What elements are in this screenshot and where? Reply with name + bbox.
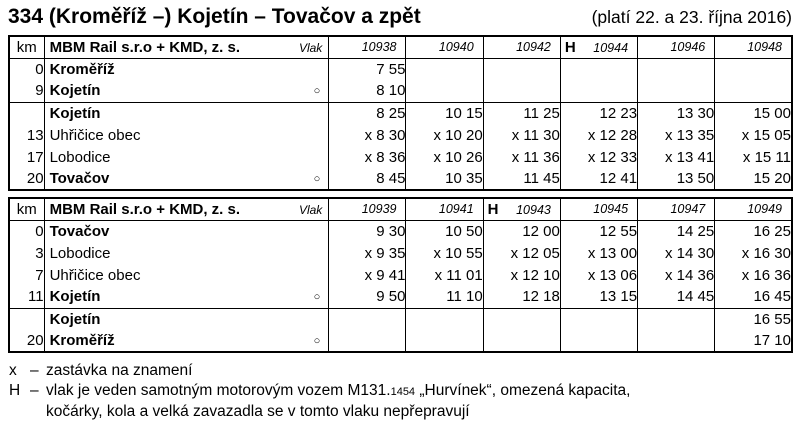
- train-number: 10943: [516, 202, 551, 217]
- station-row: [9, 124, 792, 146]
- footnotes: [8, 361, 793, 422]
- train-number: 10944: [593, 40, 629, 55]
- km-header: km: [9, 198, 44, 220]
- station-name: Tovačov: [49, 222, 110, 240]
- time-value: [638, 80, 715, 102]
- train-column-header: [329, 36, 406, 58]
- timetable-return: [8, 197, 793, 353]
- footnote-text-after: „Hurvínek“, omezená kapacita,: [415, 381, 631, 399]
- loco-number-subscript: 1454: [390, 385, 416, 398]
- train-number: 10945: [593, 202, 629, 217]
- time-value: 11 25: [483, 102, 560, 124]
- time-value: 10 15: [406, 102, 483, 124]
- station-row: [9, 242, 792, 264]
- time-value: [638, 58, 715, 80]
- footnote-request-stop: [8, 361, 793, 381]
- time-value: [483, 308, 560, 330]
- time-value: [560, 330, 637, 352]
- train-column-header: [329, 198, 406, 220]
- time-value: x 11 30: [483, 124, 560, 146]
- station-row: [9, 80, 792, 102]
- km-value: 3: [9, 242, 44, 264]
- time-value: x 13 06: [560, 264, 637, 286]
- h-mark: H: [487, 200, 499, 218]
- station-name: Kojetín: [49, 310, 101, 328]
- train-column-header: [560, 198, 637, 220]
- footnote-dash: –: [30, 381, 39, 399]
- time-value: [715, 80, 792, 102]
- km-value: [9, 102, 44, 124]
- km-value: 0: [9, 220, 44, 242]
- time-value: [483, 330, 560, 352]
- crossing-symbol: ○: [313, 290, 321, 303]
- time-value: x 11 01: [406, 264, 483, 286]
- time-value: x 15 11: [715, 146, 792, 168]
- time-value: 13 15: [560, 286, 637, 308]
- km-value: 7: [9, 264, 44, 286]
- station-row: [9, 286, 792, 308]
- km-value: [9, 308, 44, 330]
- time-value: [483, 80, 560, 102]
- time-value: x 10 26: [406, 146, 483, 168]
- train-number: 10942: [516, 40, 551, 55]
- train-column-header: [483, 198, 560, 220]
- train-column-header: [715, 198, 792, 220]
- time-value: x 16 30: [715, 242, 792, 264]
- page-title: 334 (Kroměříž –) Kojetín – Tovačov a zpět: [8, 5, 421, 28]
- time-value: [560, 80, 637, 102]
- time-value: x 12 05: [483, 242, 560, 264]
- time-value: 13 30: [638, 102, 715, 124]
- time-value: 9 50: [329, 286, 406, 308]
- time-value: 8 10: [329, 80, 406, 102]
- km-value: 20: [9, 168, 44, 190]
- train-number: 10948: [747, 40, 782, 55]
- operator-header: [44, 198, 329, 220]
- vlak-label: Vlak: [298, 202, 323, 217]
- time-value: x 12 10: [483, 264, 560, 286]
- station-cell: [44, 146, 329, 168]
- time-value: [560, 308, 637, 330]
- time-value: 10 50: [406, 220, 483, 242]
- time-value: [638, 330, 715, 352]
- station-row: [9, 168, 792, 190]
- station-row: [9, 264, 792, 286]
- time-value: [406, 330, 483, 352]
- time-value: 16 25: [715, 220, 792, 242]
- km-value: 13: [9, 124, 44, 146]
- station-name: Lobodice: [49, 244, 111, 262]
- train-column-header: [406, 198, 483, 220]
- operator-header: [44, 36, 329, 58]
- station-name: Kojetín: [49, 288, 101, 306]
- crossing-symbol: ○: [313, 172, 321, 185]
- station-name: Lobodice: [49, 148, 111, 166]
- station-name: Kojetín: [49, 82, 101, 100]
- train-number: 10947: [670, 202, 706, 217]
- footnote-continuation: kočárky, kola a velká zavazadla se v tomto vlaku nepřepravují: [46, 403, 470, 420]
- time-value: 8 45: [329, 168, 406, 190]
- station-name: Kojetín: [49, 104, 101, 122]
- timetable-outbound: [8, 35, 793, 191]
- station-cell: [44, 58, 329, 80]
- time-value: 11 10: [406, 286, 483, 308]
- footnote-symbol-h: H: [9, 381, 21, 399]
- time-value: [329, 330, 406, 352]
- time-value: 16 55: [715, 308, 792, 330]
- km-value: 17: [9, 146, 44, 168]
- time-value: [638, 308, 715, 330]
- station-name: Uhřičice obec: [49, 126, 141, 144]
- header-row: [9, 36, 792, 58]
- time-value: 15 00: [715, 102, 792, 124]
- time-value: 12 18: [483, 286, 560, 308]
- train-number: 10941: [438, 202, 474, 217]
- train-number: 10938: [361, 40, 397, 55]
- time-value: 13 50: [638, 168, 715, 190]
- train-number: 10940: [438, 40, 474, 55]
- time-value: 7 55: [329, 58, 406, 80]
- station-name: Kroměříž: [49, 332, 115, 349]
- station-cell: [44, 102, 329, 124]
- time-value: x 9 35: [329, 242, 406, 264]
- time-value: [715, 58, 792, 80]
- km-value: 9: [9, 80, 44, 102]
- time-value: 10 35: [406, 168, 483, 190]
- time-value: 14 25: [638, 220, 715, 242]
- time-value: x 11 36: [483, 146, 560, 168]
- header-row: [9, 198, 792, 220]
- km-value: 20: [9, 330, 44, 352]
- h-mark: H: [564, 38, 576, 56]
- time-value: x 16 36: [715, 264, 792, 286]
- station-row: [9, 146, 792, 168]
- time-value: x 14 30: [638, 242, 715, 264]
- station-cell: [44, 80, 329, 102]
- crossing-symbol: ○: [313, 84, 321, 97]
- station-cell: [44, 168, 329, 190]
- station-cell: [44, 286, 329, 308]
- train-number: 10949: [747, 202, 782, 217]
- footnote-text: [46, 381, 793, 403]
- time-value: 8 25: [329, 102, 406, 124]
- train-number: 10939: [361, 202, 397, 217]
- time-value: x 8 36: [329, 146, 406, 168]
- time-value: 12 41: [560, 168, 637, 190]
- station-row: [9, 220, 792, 242]
- time-value: [329, 308, 406, 330]
- station-cell: [44, 264, 329, 286]
- station-name: Tovačov: [49, 170, 110, 187]
- time-value: 16 45: [715, 286, 792, 308]
- train-column-header: [715, 36, 792, 58]
- time-value: 15 20: [715, 168, 792, 190]
- footnote-text: zastávka na znamení: [46, 362, 193, 379]
- operator-name: MBM Rail s.r.o + KMD, z. s.: [49, 38, 241, 56]
- station-row: [9, 330, 792, 352]
- km-header: km: [9, 36, 44, 58]
- time-value: x 10 55: [406, 242, 483, 264]
- km-value: 11: [9, 286, 44, 308]
- vlak-label: Vlak: [298, 40, 323, 55]
- title-row: [8, 2, 793, 35]
- time-value: 9 30: [329, 220, 406, 242]
- time-value: x 12 33: [560, 146, 637, 168]
- time-value: x 13 35: [638, 124, 715, 146]
- train-column-header: [483, 36, 560, 58]
- time-value: 11 45: [483, 168, 560, 190]
- operator-name: MBM Rail s.r.o + KMD, z. s.: [49, 200, 241, 218]
- time-value: [406, 308, 483, 330]
- station-cell: [44, 308, 329, 330]
- time-value: 12 23: [560, 102, 637, 124]
- footnote-text-before: vlak je veden samotným motorovým vozem M131.: [46, 381, 391, 399]
- km-value: 0: [9, 58, 44, 80]
- train-column-header: [638, 198, 715, 220]
- time-value: x 13 00: [560, 242, 637, 264]
- time-value: [406, 80, 483, 102]
- station-cell: [44, 124, 329, 146]
- station-cell: [44, 330, 329, 352]
- time-value: 17 10: [715, 330, 792, 352]
- time-value: x 13 41: [638, 146, 715, 168]
- footnote-symbol-x: x: [9, 362, 17, 379]
- station-name: Kroměříž: [49, 60, 115, 78]
- time-value: x 15 05: [715, 124, 792, 146]
- time-value: 12 00: [483, 220, 560, 242]
- footnote-dash: –: [30, 362, 39, 379]
- time-value: [406, 58, 483, 80]
- train-column-header: [406, 36, 483, 58]
- time-value: 14 45: [638, 286, 715, 308]
- time-value: x 10 20: [406, 124, 483, 146]
- station-row: [9, 102, 792, 124]
- crossing-symbol: ○: [313, 334, 321, 347]
- station-cell: [44, 220, 329, 242]
- station-cell: [44, 242, 329, 264]
- time-value: [483, 58, 560, 80]
- time-value: [560, 58, 637, 80]
- footnote-hurvinek: [8, 381, 793, 403]
- time-value: x 12 28: [560, 124, 637, 146]
- time-value: x 8 30: [329, 124, 406, 146]
- station-name: Uhřičice obec: [49, 266, 141, 284]
- train-number: 10946: [670, 40, 706, 55]
- train-column-header: [560, 36, 637, 58]
- time-value: x 14 36: [638, 264, 715, 286]
- time-value: x 9 41: [329, 264, 406, 286]
- station-row: [9, 58, 792, 80]
- validity-dates: (platí 22. a 23. října 2016): [591, 7, 792, 27]
- time-value: 12 55: [560, 220, 637, 242]
- station-row: [9, 308, 792, 330]
- train-column-header: [638, 36, 715, 58]
